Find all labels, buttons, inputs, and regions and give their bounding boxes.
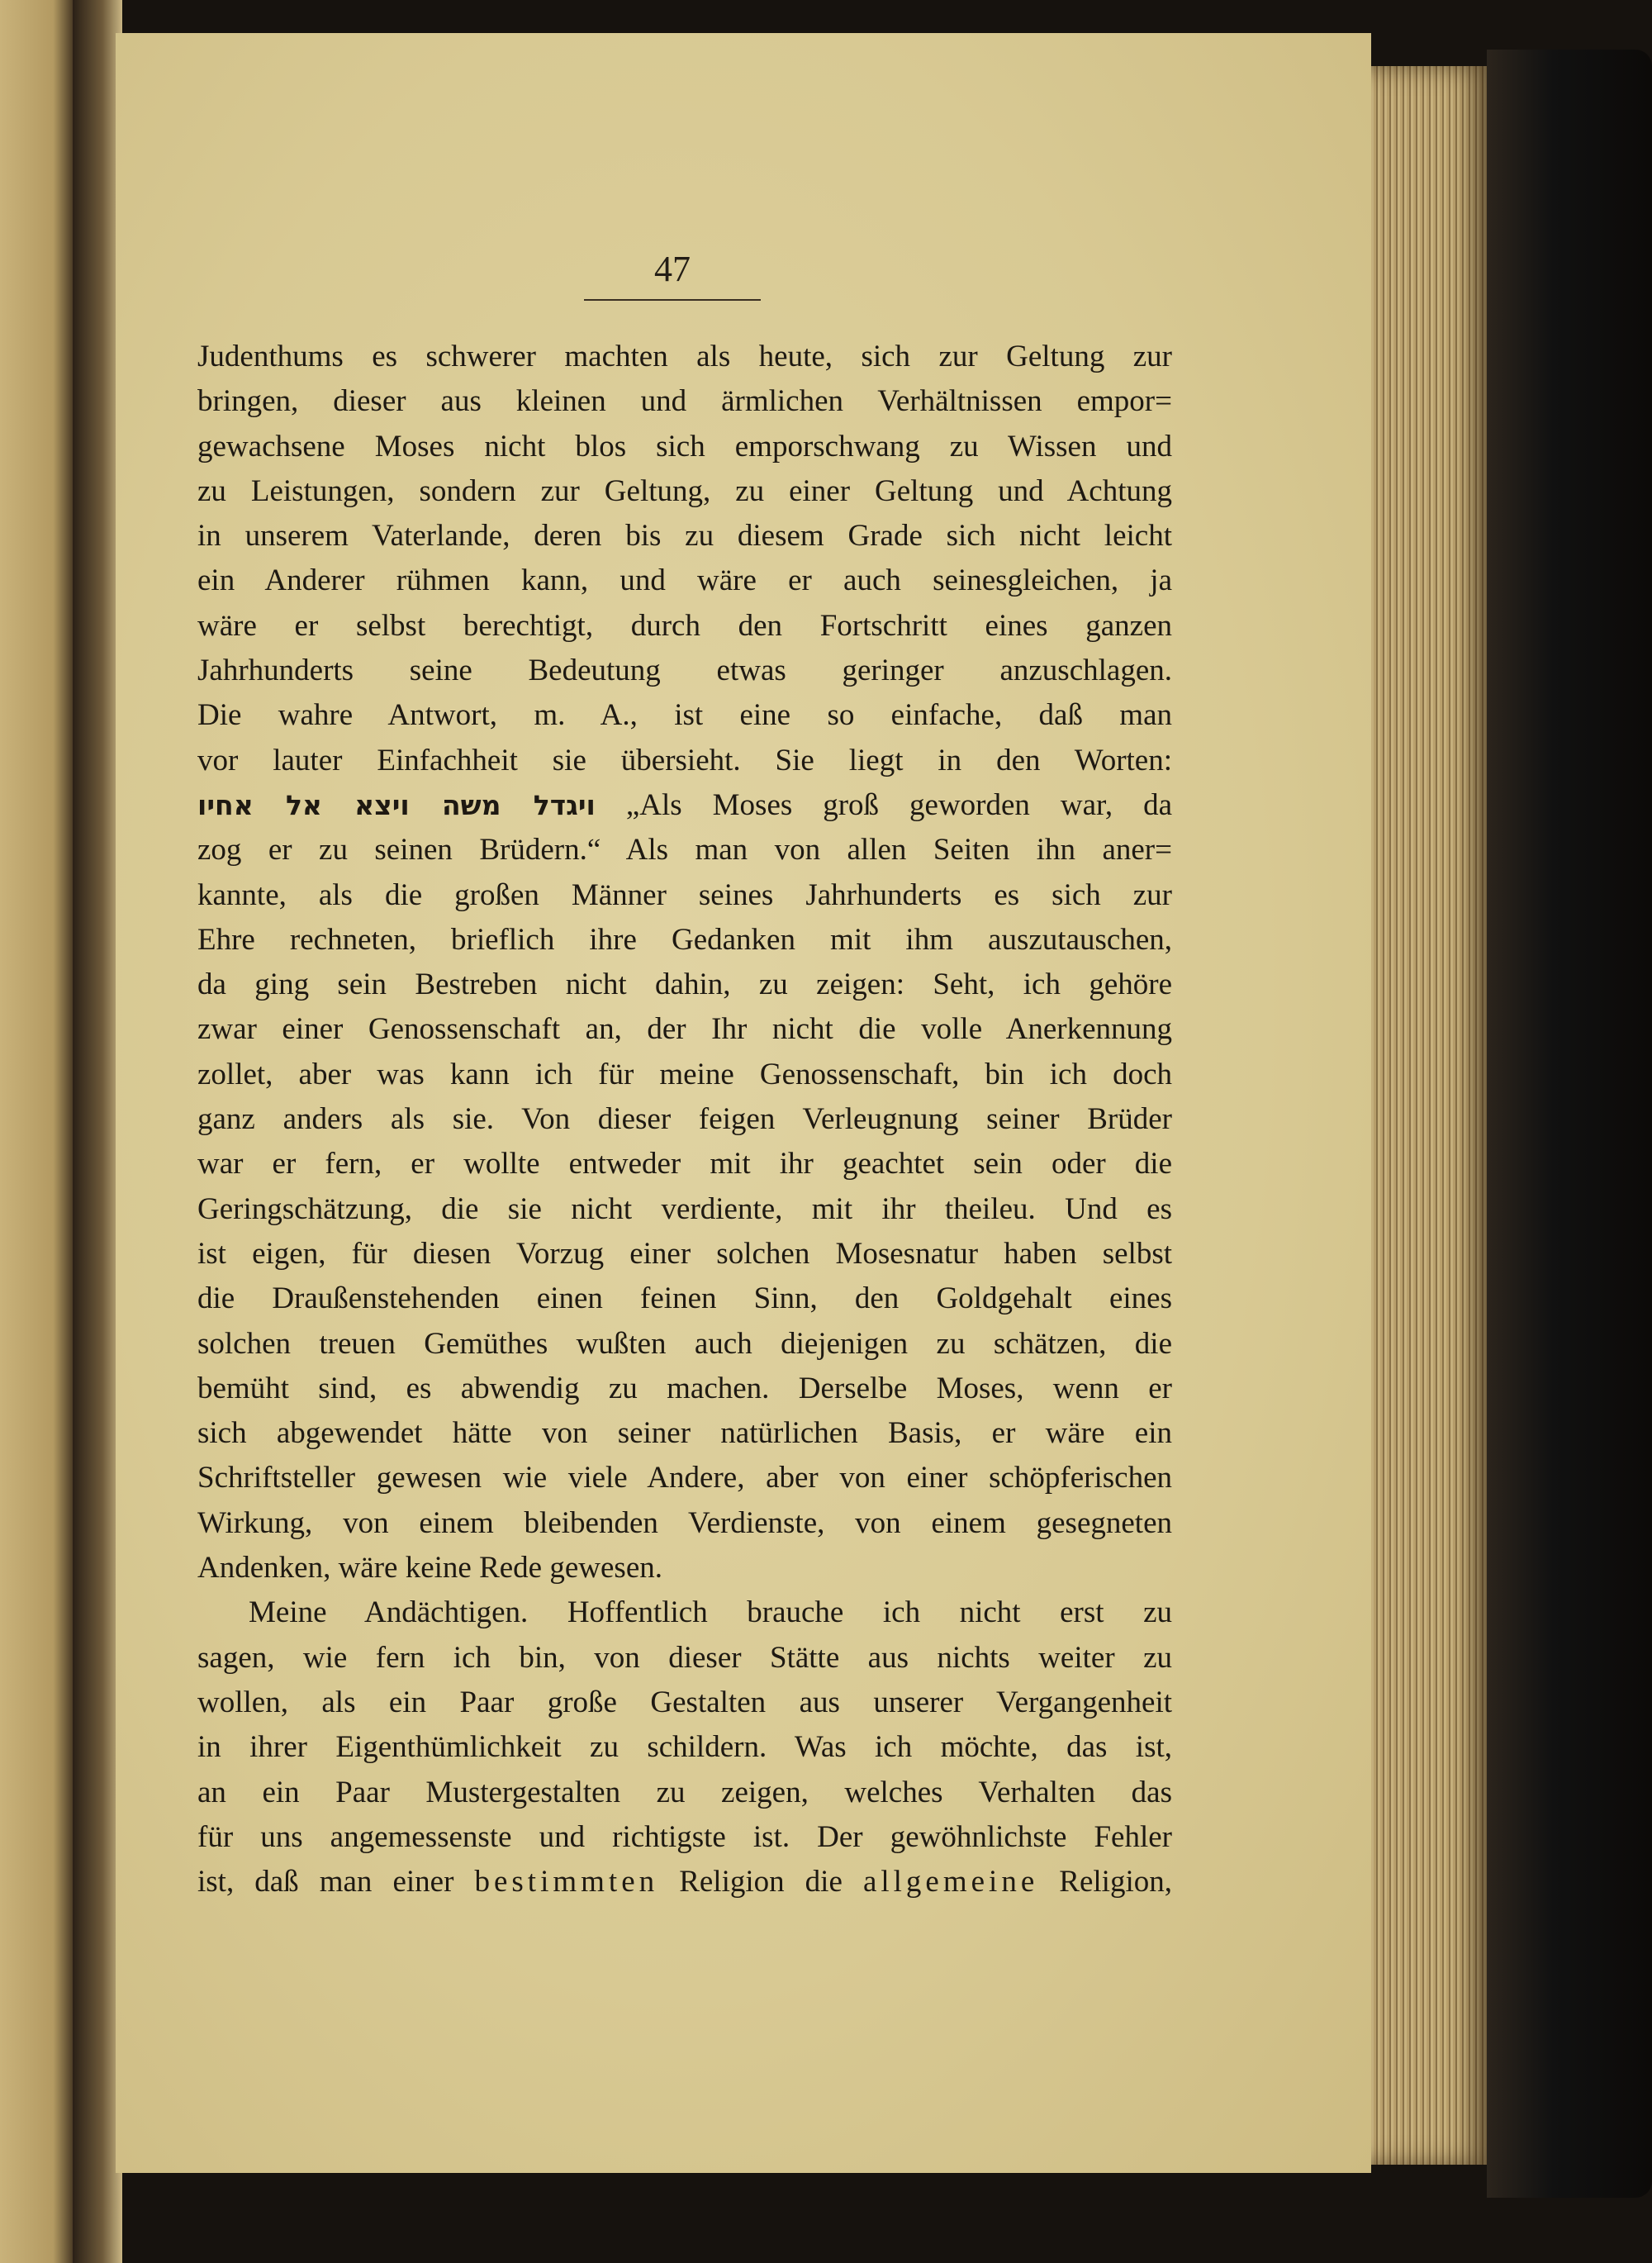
text-line (197, 1232, 1172, 1277)
text-line (197, 469, 1172, 514)
text-line (197, 963, 1172, 1007)
text-line (197, 649, 1172, 693)
text-segment: in unserem Vaterlande, deren bis zu diesem Grade sich nicht leicht (197, 519, 1172, 554)
text-line (197, 1501, 1172, 1546)
text-line (197, 1636, 1172, 1681)
text-segment: zog er zu seinen Brüdern.“ Als man von allen Seiten ihn aner= (197, 833, 1172, 868)
text-line (197, 335, 1172, 379)
body-text (197, 335, 1172, 1904)
book-gutter (73, 0, 122, 2263)
text-segment: war er fern, er wollte entweder mit ihr geachtet sein oder die (197, 1147, 1172, 1181)
emphasized-word: allgemeine (862, 1865, 1039, 1899)
text-segment: bemüht sind, es abwendig zu machen. Derselbe Moses, wenn er (197, 1371, 1172, 1405)
text-line (197, 1277, 1172, 1321)
text-segment: Schriftsteller gewesen wie viele Andere, aber von einer schöpferischen (197, 1461, 1172, 1495)
text-segment: Die wahre Antwort, m. A., ist eine so einfache, daß man (197, 698, 1172, 733)
page-edges-stack (1367, 66, 1491, 2165)
book-cover (1487, 50, 1652, 2198)
text-line (197, 425, 1172, 469)
text-line (197, 1097, 1172, 1142)
text-segment: Religion, (1038, 1865, 1172, 1899)
text-segment: Meine Andächtigen. Hoffentlich brauche ich nicht erst zu (249, 1595, 1172, 1630)
text-segment: bringen, dieser aus kleinen und ärmlichen Verhältnissen empor= (197, 384, 1172, 419)
facing-page-edge (0, 0, 76, 2263)
text-line (197, 379, 1172, 424)
text-segment: Judenthums es schwerer machten als heute, sich zur Geltung zur (197, 340, 1172, 373)
hebrew-quote: ויגדל משה ויצא אל אחיו (197, 788, 596, 821)
text-line (197, 1860, 1172, 1904)
text-segment: ist eigen, für diesen Vorzug einer solchen Mosesnatur haben selbst (197, 1236, 1172, 1271)
text-line (197, 514, 1172, 559)
text-segment: wollen, als ein Paar große Gestalten aus unserer Vergangenheit (197, 1685, 1172, 1719)
text-line (197, 604, 1172, 649)
text-segment: kannte, als die großen Männer seines Jahrhunderts es sich zur (197, 877, 1172, 912)
text-segment: ist, daß man einer (197, 1865, 475, 1899)
text-line (197, 1187, 1172, 1232)
text-line (197, 1053, 1172, 1097)
text-segment: Andenken, wäre keine Rede gewesen. (197, 1551, 662, 1586)
text-line (197, 1411, 1172, 1456)
text-segment: an ein Paar Mustergestalten zu zeigen, welches Verhalten das (197, 1775, 1172, 1809)
text-line (197, 1322, 1172, 1367)
text-line (197, 1367, 1172, 1411)
text-segment: zu Leistungen, sondern zur Geltung, zu einer Geltung und Achtung (197, 473, 1172, 508)
text-segment: Ehre rechneten, brieflich ihre Gedanken mit ihm auszutauschen, (197, 922, 1172, 957)
text-line (197, 1456, 1172, 1500)
text-segment: Geringschätzung, die sie nicht verdiente, mit ihr theileu. Und es (197, 1191, 1172, 1226)
text-segment: ein Anderer rühmen kann, und wäre er auch seinesgleichen, ja (197, 563, 1172, 598)
text-line (197, 559, 1172, 603)
text-segment: „Als Moses groß geworden war, da (625, 787, 1172, 822)
text-line (197, 918, 1172, 963)
text-segment: die Draußenstehenden einen feinen Sinn, den Goldgehalt eines (197, 1281, 1172, 1316)
text-segment: sich abgewendet hätte von seiner natürlichen Basis, er wäre ein (197, 1416, 1172, 1451)
text-segment: Jahrhunderts seine Bedeutung etwas geringer anzuschlagen. (197, 654, 1172, 688)
text-segment: zwar einer Genossenschaft an, der Ihr nicht die volle Anerkennung (197, 1012, 1172, 1047)
text-segment: wäre er selbst berechtigt, durch den Fortschritt eines ganzen (197, 608, 1172, 643)
text-line (197, 828, 1172, 872)
text-line (197, 739, 1172, 783)
text-line (197, 693, 1172, 738)
text-segment: Religion die (658, 1865, 863, 1899)
text-segment: da ging sein Bestreben nicht dahin, zu zeigen: Seht, ich gehöre (197, 967, 1172, 1002)
text-line (197, 1142, 1172, 1186)
text-segment: sagen, wie fern ich bin, von dieser Stätte aus nichts weiter zu (197, 1640, 1172, 1675)
text-segment: gewachsene Moses nicht blos sich emporschwang zu Wissen und (197, 429, 1172, 464)
text-segment: zollet, aber was kann ich für meine Genossenschaft, bin ich doch (197, 1057, 1172, 1091)
text-line (197, 1725, 1172, 1770)
text-line (197, 1546, 1172, 1590)
text-line (197, 1815, 1172, 1860)
header-rule (584, 299, 761, 301)
text-segment: in ihrer Eigenthümlichkeit zu schildern. Was ich möchte, das ist, (197, 1730, 1172, 1765)
text-segment: vor lauter Einfachheit sie übersieht. Sie liegt in den Worten: (197, 743, 1172, 777)
text-line (197, 1007, 1172, 1052)
page-number: 47 (654, 249, 691, 289)
text-segment: solchen treuen Gemüthes wußten auch diejenigen zu schätzen, die (197, 1326, 1172, 1361)
text-line (197, 1590, 1172, 1635)
text-segment: Wirkung, von einem bleibenden Verdienste, von einem gesegneten (197, 1505, 1172, 1540)
text-line (197, 783, 1172, 828)
text-line (197, 1771, 1172, 1815)
text-segment: ganz anders als sie. Von dieser feigen Verleugnung seiner Brüder (197, 1102, 1172, 1137)
text-line (197, 873, 1172, 918)
text-line (197, 1681, 1172, 1725)
emphasized-word: bestimmten (474, 1865, 659, 1899)
text-segment: für uns angemessenste und richtigste ist. Der gewöhnlichste Fehler (197, 1819, 1172, 1854)
